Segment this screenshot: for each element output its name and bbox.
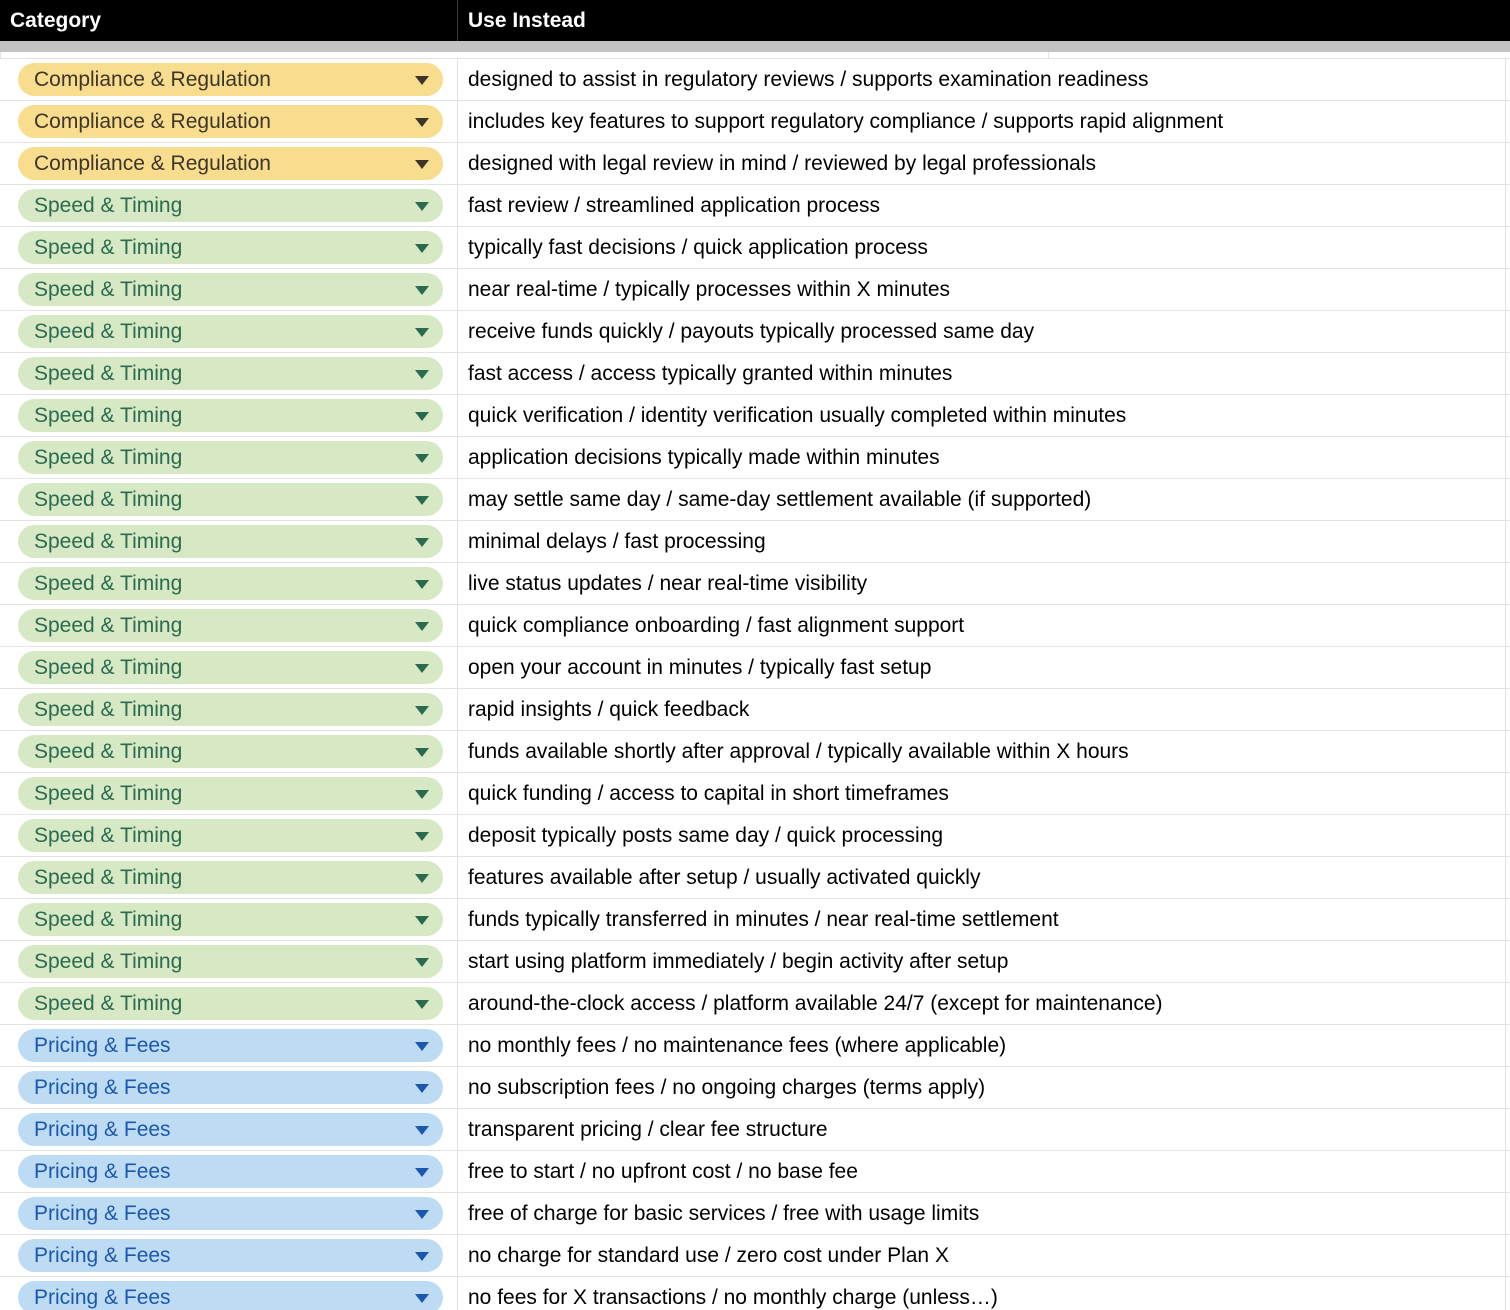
category-cell[interactable] xyxy=(0,983,458,1024)
table-row xyxy=(0,227,1510,269)
table-row xyxy=(0,311,1510,353)
frozen-row-divider xyxy=(0,41,1510,52)
table-row xyxy=(0,857,1510,899)
row-spacer xyxy=(1506,1235,1510,1276)
use-instead-cell[interactable]: live status updates / near real-time visibility xyxy=(458,563,1506,604)
chevron-down-icon xyxy=(415,412,429,421)
chevron-down-icon xyxy=(415,832,429,841)
table-row xyxy=(0,395,1510,437)
category-cell[interactable] xyxy=(0,269,458,310)
category-cell[interactable] xyxy=(0,689,458,730)
use-instead-cell[interactable]: rapid insights / quick feedback xyxy=(458,689,1506,730)
table-row xyxy=(0,479,1510,521)
category-chip[interactable] xyxy=(18,189,443,222)
use-instead-cell[interactable]: near real-time / typically processes within X minutes xyxy=(458,269,1506,310)
use-instead-cell[interactable]: open your account in minutes / typically fast setup xyxy=(458,647,1506,688)
category-chip[interactable] xyxy=(18,903,443,936)
chevron-down-icon xyxy=(415,160,429,169)
chevron-down-icon xyxy=(415,328,429,337)
category-cell[interactable] xyxy=(0,1109,458,1150)
chevron-down-icon xyxy=(415,916,429,925)
category-chip-label: Speed & Timing xyxy=(34,361,183,385)
chevron-down-icon xyxy=(415,748,429,757)
chevron-down-icon xyxy=(415,664,429,673)
category-chip[interactable] xyxy=(18,1281,443,1310)
category-chip[interactable] xyxy=(18,525,443,558)
use-instead-cell[interactable]: start using platform immediately / begin activity after setup xyxy=(458,941,1506,982)
category-chip[interactable] xyxy=(18,273,443,306)
table-row xyxy=(0,521,1510,563)
row-spacer xyxy=(1506,1151,1510,1192)
category-cell[interactable] xyxy=(0,731,458,772)
chevron-down-icon xyxy=(415,76,429,85)
row-spacer xyxy=(1506,185,1510,226)
table-row xyxy=(0,899,1510,941)
category-chip-label: Speed & Timing xyxy=(34,697,183,721)
table-row xyxy=(0,1151,1510,1193)
category-chip-label: Speed & Timing xyxy=(34,655,183,679)
chevron-down-icon xyxy=(415,874,429,883)
table-row xyxy=(0,185,1510,227)
table-row xyxy=(0,941,1510,983)
header-row xyxy=(0,0,1510,41)
category-chip[interactable] xyxy=(18,1197,443,1230)
category-chip-label: Compliance & Regulation xyxy=(34,109,271,133)
row-spacer xyxy=(1506,857,1510,898)
category-chip[interactable] xyxy=(18,1113,443,1146)
column-header-use-instead-label: Use Instead xyxy=(468,8,586,32)
row-spacer xyxy=(1506,731,1510,772)
category-cell[interactable] xyxy=(0,773,458,814)
column-header-use-instead[interactable] xyxy=(458,0,1506,41)
chevron-down-icon xyxy=(415,1042,429,1051)
row-spacer xyxy=(1506,59,1510,100)
category-chip[interactable] xyxy=(18,105,443,138)
category-cell[interactable] xyxy=(0,647,458,688)
category-chip-label: Speed & Timing xyxy=(34,823,183,847)
category-cell[interactable] xyxy=(0,1235,458,1276)
table-row xyxy=(0,563,1510,605)
use-instead-cell[interactable]: funds typically transferred in minutes / near real-time settlement xyxy=(458,899,1506,940)
use-instead-cell[interactable]: minimal delays / fast processing xyxy=(458,521,1506,562)
category-chip[interactable] xyxy=(18,819,443,852)
category-chip-label: Pricing & Fees xyxy=(34,1033,171,1057)
category-cell[interactable] xyxy=(0,899,458,940)
chevron-down-icon xyxy=(415,622,429,631)
category-chip-label: Pricing & Fees xyxy=(34,1201,171,1225)
row-spacer xyxy=(1506,773,1510,814)
chevron-down-icon xyxy=(415,1084,429,1093)
table-row xyxy=(0,773,1510,815)
row-spacer xyxy=(1506,1109,1510,1150)
chevron-down-icon xyxy=(415,286,429,295)
chevron-down-icon xyxy=(415,118,429,127)
category-cell[interactable] xyxy=(0,1025,458,1066)
category-cell[interactable] xyxy=(0,185,458,226)
category-chip-label: Speed & Timing xyxy=(34,907,183,931)
row-spacer xyxy=(1506,983,1510,1024)
category-cell[interactable] xyxy=(0,521,458,562)
chevron-down-icon xyxy=(415,1252,429,1261)
category-chip-label: Speed & Timing xyxy=(34,529,183,553)
category-cell[interactable] xyxy=(0,479,458,520)
chevron-down-icon xyxy=(415,244,429,253)
category-cell[interactable] xyxy=(0,143,458,184)
row-spacer xyxy=(1506,437,1510,478)
table-row xyxy=(0,1193,1510,1235)
category-chip[interactable] xyxy=(18,777,443,810)
chevron-down-icon xyxy=(415,790,429,799)
category-chip-label: Speed & Timing xyxy=(34,739,183,763)
use-instead-cell[interactable]: no fees for X transactions / no monthly charge (unless…) xyxy=(458,1277,1506,1310)
use-instead-cell[interactable]: features available after setup / usually activated quickly xyxy=(458,857,1506,898)
table-row xyxy=(0,437,1510,479)
category-chip[interactable] xyxy=(18,987,443,1020)
table-row xyxy=(0,983,1510,1025)
row-spacer xyxy=(1506,1277,1510,1310)
category-chip[interactable] xyxy=(18,567,443,600)
use-instead-cell[interactable]: fast review / streamlined application process xyxy=(458,185,1506,226)
category-chip-label: Speed & Timing xyxy=(34,949,183,973)
category-chip-label: Speed & Timing xyxy=(34,445,183,469)
table-row xyxy=(0,59,1510,101)
row-spacer xyxy=(1506,941,1510,982)
table-row xyxy=(0,689,1510,731)
use-instead-cell[interactable]: no subscription fees / no ongoing charges (terms apply) xyxy=(458,1067,1506,1108)
column-header-category[interactable] xyxy=(0,0,458,41)
row-spacer xyxy=(1506,1067,1510,1108)
category-chip-label: Pricing & Fees xyxy=(34,1159,171,1183)
use-instead-cell[interactable]: designed with legal review in mind / reviewed by legal professionals xyxy=(458,143,1506,184)
row-spacer xyxy=(1506,1025,1510,1066)
category-cell[interactable] xyxy=(0,1151,458,1192)
row-spacer xyxy=(1506,521,1510,562)
category-cell[interactable] xyxy=(0,857,458,898)
category-chip[interactable] xyxy=(18,357,443,390)
row-spacer xyxy=(1506,563,1510,604)
category-chip-label: Pricing & Fees xyxy=(34,1285,171,1309)
chevron-down-icon xyxy=(415,202,429,211)
category-cell[interactable] xyxy=(0,815,458,856)
category-chip-label: Pricing & Fees xyxy=(34,1117,171,1141)
table-row xyxy=(0,353,1510,395)
row-spacer xyxy=(1506,395,1510,436)
category-chip-label: Speed & Timing xyxy=(34,781,183,805)
use-instead-cell[interactable]: may settle same day / same-day settlement available (if supported) xyxy=(458,479,1506,520)
use-instead-cell[interactable]: no charge for standard use / zero cost under Plan X xyxy=(458,1235,1506,1276)
category-cell[interactable] xyxy=(0,941,458,982)
partial-row xyxy=(0,52,1510,59)
category-cell[interactable] xyxy=(0,59,458,100)
row-spacer xyxy=(1506,689,1510,730)
category-chip[interactable] xyxy=(18,651,443,684)
row-spacer xyxy=(1506,269,1510,310)
partial-use-instead-cell xyxy=(1,52,1049,58)
table-row xyxy=(0,1277,1510,1310)
use-instead-cell[interactable]: typically fast decisions / quick application process xyxy=(458,227,1506,268)
chevron-down-icon xyxy=(415,1000,429,1009)
use-instead-cell[interactable]: application decisions typically made within minutes xyxy=(458,437,1506,478)
category-chip[interactable] xyxy=(18,1155,443,1188)
category-cell[interactable] xyxy=(0,605,458,646)
use-instead-cell[interactable]: deposit typically posts same day / quick processing xyxy=(458,815,1506,856)
row-spacer xyxy=(1506,899,1510,940)
row-spacer xyxy=(1506,101,1510,142)
category-chip-label: Pricing & Fees xyxy=(34,1075,171,1099)
category-chip-label: Speed & Timing xyxy=(34,487,183,511)
chevron-down-icon xyxy=(415,1126,429,1135)
category-chip-label: Pricing & Fees xyxy=(34,1243,171,1267)
category-chip[interactable] xyxy=(18,147,443,180)
use-instead-cell[interactable]: receive funds quickly / payouts typically processed same day xyxy=(458,311,1506,352)
category-chip[interactable] xyxy=(18,441,443,474)
table-row xyxy=(0,101,1510,143)
row-spacer xyxy=(1506,647,1510,688)
chevron-down-icon xyxy=(415,958,429,967)
table-row xyxy=(0,1109,1510,1151)
category-chip-label: Speed & Timing xyxy=(34,235,183,259)
chevron-down-icon xyxy=(415,580,429,589)
use-instead-cell[interactable]: quick funding / access to capital in short timeframes xyxy=(458,773,1506,814)
row-spacer xyxy=(1506,143,1510,184)
category-chip[interactable] xyxy=(18,315,443,348)
use-instead-cell[interactable]: designed to assist in regulatory reviews / supports examination readiness xyxy=(458,59,1506,100)
use-instead-cell[interactable]: quick verification / identity verification usually completed within minutes xyxy=(458,395,1506,436)
chevron-down-icon xyxy=(415,454,429,463)
column-header-category-label: Category xyxy=(10,8,102,32)
table-row xyxy=(0,1025,1510,1067)
category-cell[interactable] xyxy=(0,311,458,352)
category-chip[interactable] xyxy=(18,861,443,894)
chevron-down-icon xyxy=(415,496,429,505)
category-chip-label: Speed & Timing xyxy=(34,865,183,889)
category-cell[interactable] xyxy=(0,395,458,436)
category-cell[interactable] xyxy=(0,1277,458,1310)
category-chip[interactable] xyxy=(18,1071,443,1104)
category-chip[interactable] xyxy=(18,1239,443,1272)
row-spacer xyxy=(1506,353,1510,394)
chevron-down-icon xyxy=(415,1168,429,1177)
use-instead-cell[interactable]: includes key features to support regulatory compliance / supports rapid alignment xyxy=(458,101,1506,142)
category-chip[interactable] xyxy=(18,945,443,978)
category-cell[interactable] xyxy=(0,227,458,268)
category-chip[interactable] xyxy=(18,735,443,768)
category-chip[interactable] xyxy=(18,693,443,726)
category-chip[interactable] xyxy=(18,609,443,642)
category-chip-label: Speed & Timing xyxy=(34,193,183,217)
category-cell[interactable] xyxy=(0,563,458,604)
use-instead-cell[interactable]: quick compliance onboarding / fast alignment support xyxy=(458,605,1506,646)
category-cell[interactable] xyxy=(0,1067,458,1108)
category-chip-label: Speed & Timing xyxy=(34,277,183,301)
use-instead-cell[interactable]: around-the-clock access / platform available 24/7 (except for maintenance) xyxy=(458,983,1506,1024)
row-spacer xyxy=(1506,227,1510,268)
table-row xyxy=(0,605,1510,647)
chevron-down-icon xyxy=(415,538,429,547)
row-spacer xyxy=(1506,815,1510,856)
category-chip[interactable] xyxy=(18,63,443,96)
row-spacer xyxy=(1506,479,1510,520)
table-row xyxy=(0,731,1510,773)
row-spacer xyxy=(1506,605,1510,646)
category-chip-label: Speed & Timing xyxy=(34,613,183,637)
table-row xyxy=(0,647,1510,689)
row-spacer xyxy=(1506,311,1510,352)
category-chip[interactable] xyxy=(18,231,443,264)
category-chip-label: Speed & Timing xyxy=(34,319,183,343)
category-cell[interactable] xyxy=(0,101,458,142)
category-chip-label: Compliance & Regulation xyxy=(34,151,271,175)
use-instead-cell[interactable]: free of charge for basic services / free with usage limits xyxy=(458,1193,1506,1234)
use-instead-cell[interactable]: free to start / no upfront cost / no base fee xyxy=(458,1151,1506,1192)
category-chip-label: Speed & Timing xyxy=(34,571,183,595)
table-row xyxy=(0,1235,1510,1277)
category-cell[interactable] xyxy=(0,1193,458,1234)
category-cell[interactable] xyxy=(0,353,458,394)
category-chip[interactable] xyxy=(18,483,443,516)
use-instead-cell[interactable]: no monthly fees / no maintenance fees (where applicable) xyxy=(458,1025,1506,1066)
category-chip[interactable] xyxy=(18,399,443,432)
table-row xyxy=(0,815,1510,857)
chevron-down-icon xyxy=(415,1294,429,1303)
table-body xyxy=(0,59,1510,1310)
use-instead-cell[interactable]: transparent pricing / clear fee structure xyxy=(458,1109,1506,1150)
chevron-down-icon xyxy=(415,370,429,379)
chevron-down-icon xyxy=(415,1210,429,1219)
table-row xyxy=(0,269,1510,311)
row-spacer xyxy=(1506,1193,1510,1234)
use-instead-cell[interactable]: funds available shortly after approval / typically available within X hours xyxy=(458,731,1506,772)
use-instead-cell[interactable]: fast access / access typically granted within minutes xyxy=(458,353,1506,394)
category-chip[interactable] xyxy=(18,1029,443,1062)
chevron-down-icon xyxy=(415,706,429,715)
table-row xyxy=(0,143,1510,185)
table-row xyxy=(0,1067,1510,1109)
category-cell[interactable] xyxy=(0,437,458,478)
category-chip-label: Compliance & Regulation xyxy=(34,67,271,91)
category-chip-label: Speed & Timing xyxy=(34,991,183,1015)
category-chip-label: Speed & Timing xyxy=(34,403,183,427)
